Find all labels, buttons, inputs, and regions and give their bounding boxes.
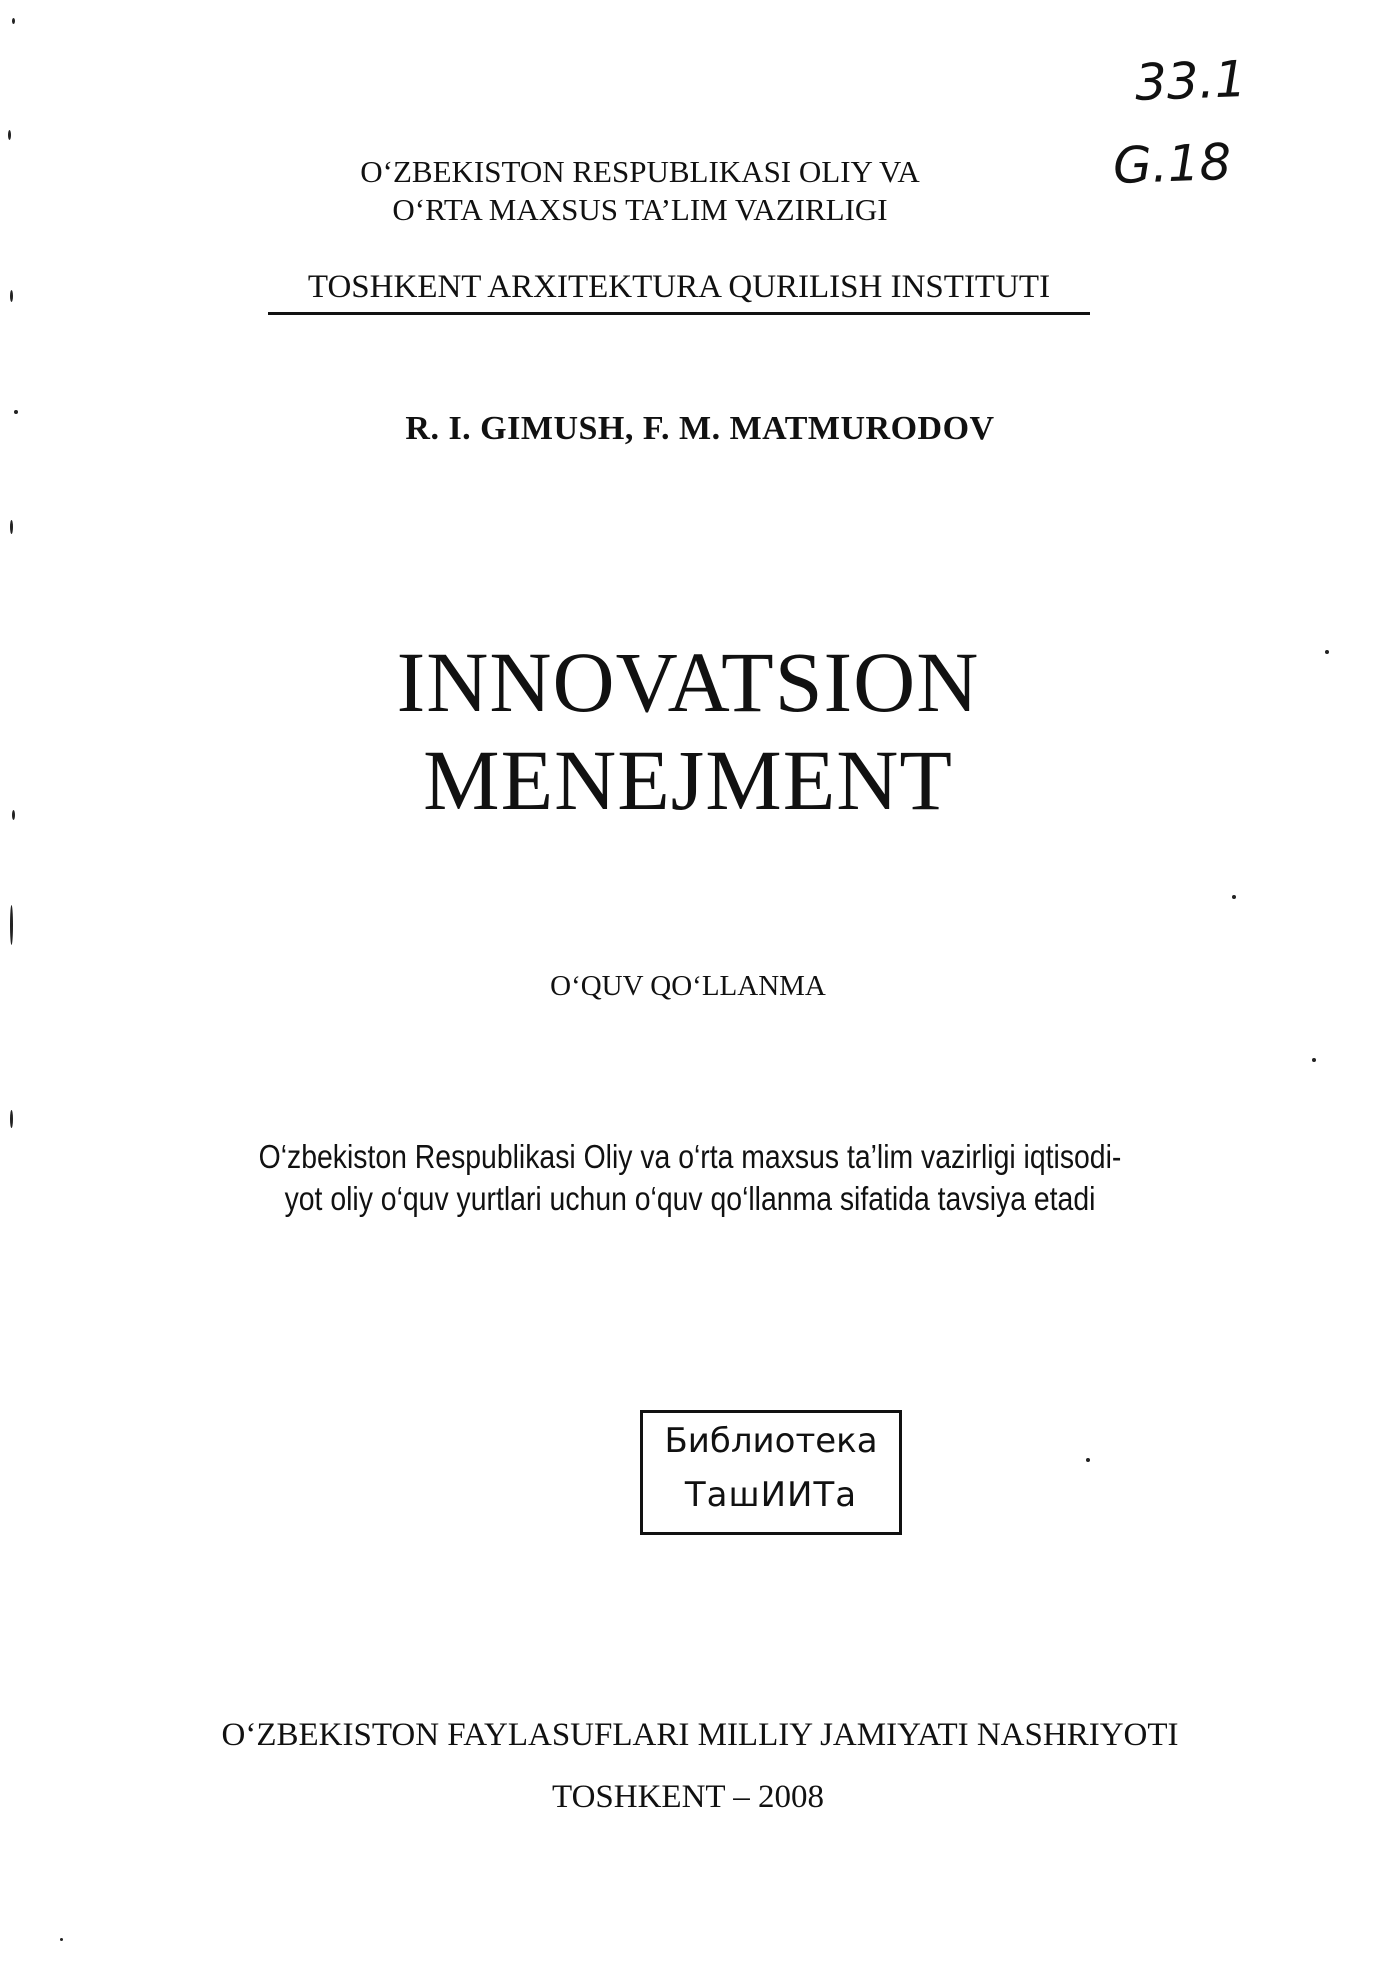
scan-speck	[1232, 895, 1236, 899]
recommendation-line-1: O‘zbekiston Respublikasi Oliy va o‘rta maxsus ta’lim vazirligi iqtisodi-	[258, 1138, 1122, 1175]
scan-speck	[12, 810, 15, 820]
library-stamp-line-2: ТашИИТа	[684, 1475, 858, 1515]
scan-speck	[10, 905, 13, 945]
book-title-line-2: MENEJMENT	[423, 732, 953, 828]
scan-speck	[10, 1110, 13, 1128]
ministry-line-1: O‘ZBEKISTON RESPUBLIKASI OLIY VA	[360, 154, 920, 189]
handwritten-call-number-line-2: G.18	[1112, 132, 1233, 196]
recommendation-line-2: yot oliy o‘quv yurtlari uchun o‘quv qo‘llanma sifatida tavsiya etadi	[284, 1180, 1096, 1217]
book-subtitle: O‘QUV QO‘LLANMA	[550, 970, 826, 1002]
recommendation-text	[191, 1136, 1189, 1220]
publisher: O‘ZBEKISTON FAYLASUFLARI MILLIY JAMIYATI NASHRIYOTI	[221, 1717, 1179, 1753]
scan-speck	[8, 130, 11, 140]
scan-speck	[10, 520, 13, 534]
scan-speck	[12, 18, 15, 24]
handwritten-call-number-line-1: 33.1	[1134, 50, 1248, 112]
scan-speck	[1325, 650, 1329, 654]
ministry-heading	[200, 153, 1080, 229]
scan-speck	[1312, 1058, 1316, 1062]
scan-speck	[10, 290, 13, 302]
institute-name: TOSHKENT ARXITEKTURA QURILISH INSTITUTI	[307, 269, 1051, 305]
city-year: TOSHKENT – 2008	[552, 1779, 824, 1815]
scan-speck	[14, 410, 18, 414]
library-stamp-line-1: Библиотека	[664, 1421, 878, 1461]
institute-underline	[268, 312, 1090, 315]
scan-speck	[1086, 1458, 1090, 1462]
scan-speck	[60, 1938, 63, 1941]
library-stamp	[640, 1410, 902, 1535]
ministry-line-2: O‘RTA MAXSUS TA’LIM VAZIRLIGI	[392, 192, 888, 227]
book-title	[188, 633, 1188, 829]
book-title-line-1: INNOVATSION	[396, 634, 980, 730]
authors: R. I. GIMUSH, F. M. MATMURODOV	[405, 410, 995, 447]
